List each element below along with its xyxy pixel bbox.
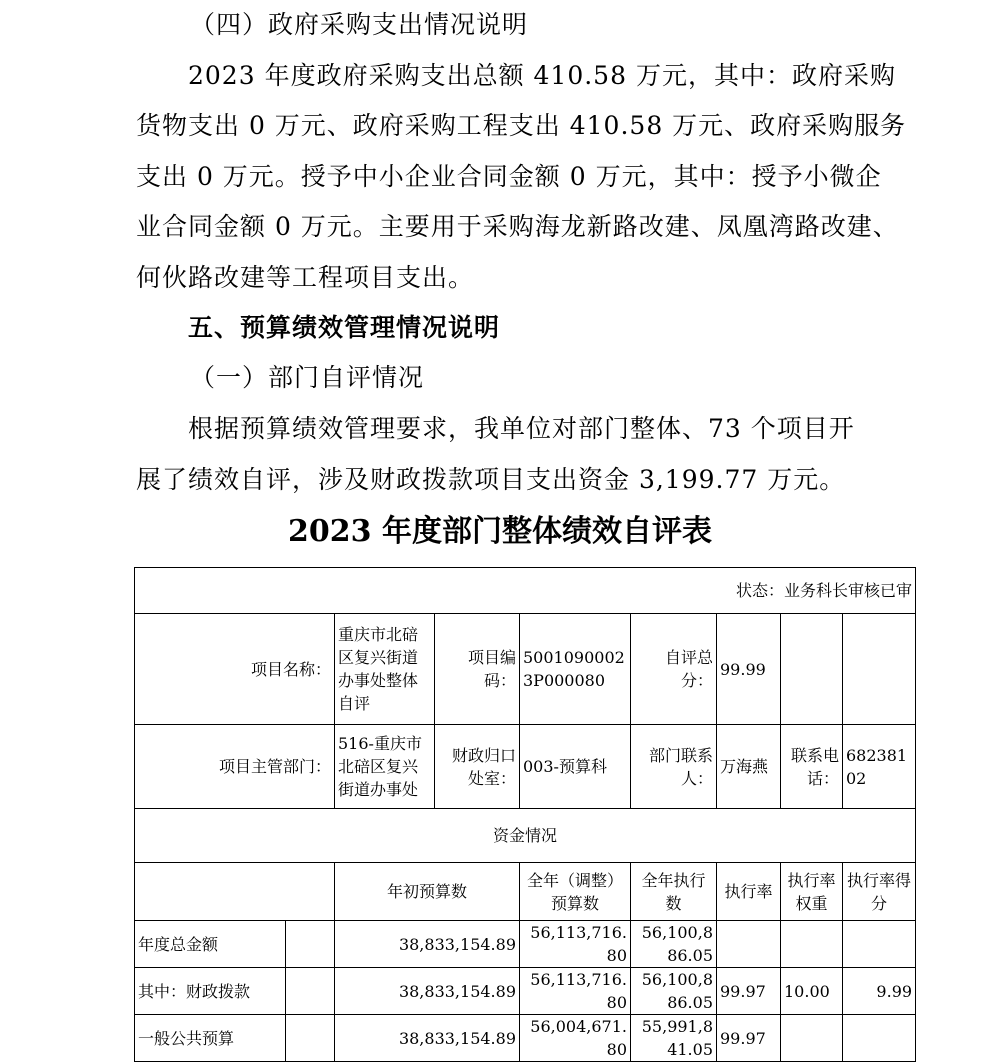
empty-cell: [286, 968, 335, 1015]
self-score-label: 自评总分：: [631, 614, 717, 725]
header-rate: 执行率: [717, 863, 781, 921]
table-row: [135, 921, 916, 968]
dept-value: 516-重庆市北碚区复兴街道办事处: [335, 725, 435, 809]
cell-weight: 10.00: [781, 968, 843, 1015]
phone-label: 联系电话：: [781, 725, 843, 809]
cell-adjusted: 56,113,716.80: [520, 921, 631, 968]
cell-weight: [781, 921, 843, 968]
project-name-label: 项目名称：: [135, 614, 335, 725]
heading-self-evaluation: （一）部门自评情况: [190, 363, 425, 392]
header-initial-budget: 年初预算数: [335, 863, 520, 921]
cell-initial: 38,833,154.89: [335, 1015, 520, 1062]
cell-executed: 56,100,886.05: [631, 921, 717, 968]
finance-office-value: 003-预算科: [520, 725, 631, 809]
paragraph-line: 2023 年度政府采购支出总额 410.58 万元，其中：政府采购: [188, 61, 896, 90]
cell-score: [843, 1015, 916, 1062]
cell-initial: 38,833,154.89: [335, 921, 520, 968]
header-executed: 全年执行数: [631, 863, 717, 921]
cell-executed: 56,100,886.05: [631, 968, 717, 1015]
header-score: 执行率得分: [843, 863, 916, 921]
cell-weight: [781, 1015, 843, 1062]
empty-cell: [843, 614, 916, 725]
header-empty: [135, 863, 335, 921]
paragraph-line: 支出 0 万元。授予中小企业合同金额 0 万元，其中：授予小微企: [136, 162, 882, 191]
project-name-value: 重庆市北碚区复兴街道办事处整体自评: [335, 614, 435, 725]
cell-rate: [717, 921, 781, 968]
empty-cell: [286, 1015, 335, 1062]
cell-rate: 99.97: [717, 968, 781, 1015]
funds-section-header: 资金情况: [135, 809, 916, 863]
contact-value: 万海燕: [717, 725, 781, 809]
cell-executed: 55,991,841.05: [631, 1015, 717, 1062]
table-row: [135, 1015, 916, 1062]
table-title: 2023 年度部门整体绩效自评表: [288, 514, 712, 549]
row-label: 一般公共预算: [135, 1015, 286, 1062]
empty-cell: [286, 921, 335, 968]
heading-government-procurement: （四）政府采购支出情况说明: [190, 10, 529, 39]
project-code-value: 50010900023P000080: [520, 614, 631, 725]
heading-performance-management: 五、预算绩效管理情况说明: [188, 313, 501, 342]
paragraph-line: 根据预算绩效管理要求，我单位对部门整体、73 个项目开: [188, 414, 855, 443]
empty-cell: [781, 614, 843, 725]
cell-score: 9.99: [843, 968, 916, 1015]
finance-office-label: 财政归口处室：: [435, 725, 520, 809]
cell-adjusted: 56,113,716.80: [520, 968, 631, 1015]
project-code-label: 项目编码：: [435, 614, 520, 725]
cell-rate: 99.97: [717, 1015, 781, 1062]
dept-label: 项目主管部门：: [135, 725, 335, 809]
paragraph-line: 货物支出 0 万元、政府采购工程支出 410.58 万元、政府采购服务: [136, 111, 907, 140]
performance-evaluation-table: [134, 567, 916, 1062]
cell-initial: 38,833,154.89: [335, 968, 520, 1015]
paragraph-line: 业合同金额 0 万元。主要用于采购海龙新路改建、凤凰湾路改建、: [136, 212, 899, 241]
row-label: 年度总金额: [135, 921, 286, 968]
paragraph-line: 展了绩效自评，涉及财政拨款项目支出资金 3,199.77 万元。: [136, 465, 846, 494]
phone-value: 68238102: [843, 725, 916, 809]
paragraph-line: 何伙路改建等工程项目支出。: [136, 263, 475, 292]
header-weight: 执行率权重: [781, 863, 843, 921]
status-badge: 状态：业务科长审核已审: [135, 568, 916, 614]
table-row: [135, 968, 916, 1015]
self-score-value: 99.99: [717, 614, 781, 725]
cell-score: [843, 921, 916, 968]
row-label: 其中：财政拨款: [135, 968, 286, 1015]
cell-adjusted: 56,004,671.80: [520, 1015, 631, 1062]
header-adjusted-budget: 全年（调整）预算数: [520, 863, 631, 921]
contact-label: 部门联系人：: [631, 725, 717, 809]
